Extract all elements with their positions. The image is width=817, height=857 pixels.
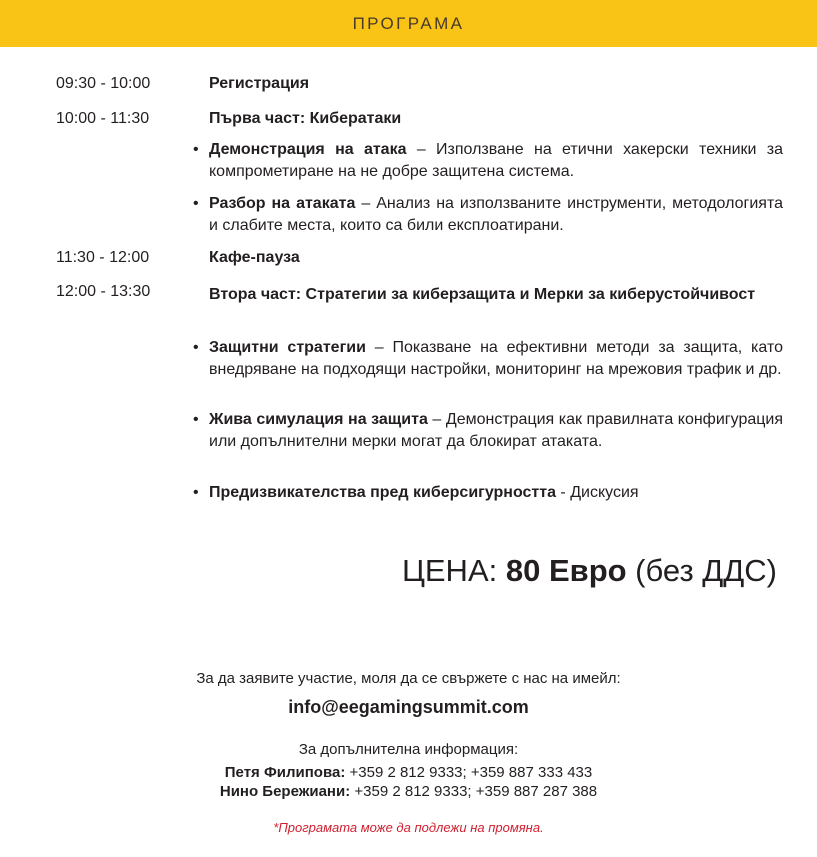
bullet-item [193,409,783,453]
change-note: *Програмата може да подлежи на промяна. [273,820,544,835]
contact-name: Нино Бережиани: [219,783,351,800]
price [402,553,777,589]
bullet-heading: Защитни стратегии [209,339,366,356]
bullet-item [193,139,783,183]
contact-phones: +359 2 812 9333; +359 887 287 388 [350,783,598,800]
contact-name: Петя Филипова: [224,764,346,781]
schedule-title: Кафе-пауза [209,249,300,266]
bullet-item [193,193,783,237]
bullet-item [193,337,783,381]
contact-person [0,783,817,800]
bullet-dot-icon: • [193,141,199,158]
bullet-dot-icon: • [193,484,199,501]
contact-intro: За да заявите участие, моля да се свържете с нас на имейл: [196,670,621,687]
schedule-title: Регистрация [209,75,310,92]
bullet-dot-icon: • [193,195,199,212]
contact-phones: +359 2 812 9333; +359 887 333 433 [345,764,593,781]
contact-email[interactable]: info@eegamingsummit.com [288,697,529,717]
bullet-dot-icon: • [193,339,199,356]
schedule-time: 12:00 - 13:30 [56,283,151,300]
bullet-text: – Показване на ефективни методи за защита, като внедряване на подходящи настройки, мониторинг на мрежовия трафик и др. [209,339,783,378]
price-amount: 80 Евро [505,553,627,588]
schedule-time: 10:00 - 11:30 [56,110,150,127]
bullet-text: – Анализ на използваните инструменти, методологията и слабите места, които са били експлоатирани. [209,195,783,234]
schedule-title: Първа част: Кибератаки [209,110,402,127]
bullet-heading: Разбор на атаката [209,195,356,212]
more-info-label: За допълнителна информация: [298,741,519,758]
bullet-item [193,482,783,504]
bullet-text: – Използване на етични хакерски техники за компрометиране на не добре защитена система. [209,141,784,180]
price-suffix: (без ДДС) [626,553,777,588]
bullet-heading: Жива симулация на защита [209,411,428,428]
contact-person [0,764,817,781]
bullet-heading: Предизвикателства пред киберсигурността [209,484,556,501]
banner-title: ПРОГРАМА [352,14,465,33]
bullet-heading: Демонстрация на атака [209,141,407,158]
schedule-time: 11:30 - 12:00 [56,249,150,266]
price-label: ЦЕНА: [401,553,506,588]
bullet-text: – Демонстрация как правилната конфигурация или допълнителни мерки могат да блокират атаката. [209,411,783,450]
program-banner [0,0,817,47]
bullet-text: - Дискусия [555,484,639,501]
bullet-dot-icon: • [193,411,199,428]
schedule-title: Втора част: Стратегии за киберзащита и Мерки за киберустойчивост [209,286,756,303]
schedule-time: 09:30 - 10:00 [56,75,151,92]
